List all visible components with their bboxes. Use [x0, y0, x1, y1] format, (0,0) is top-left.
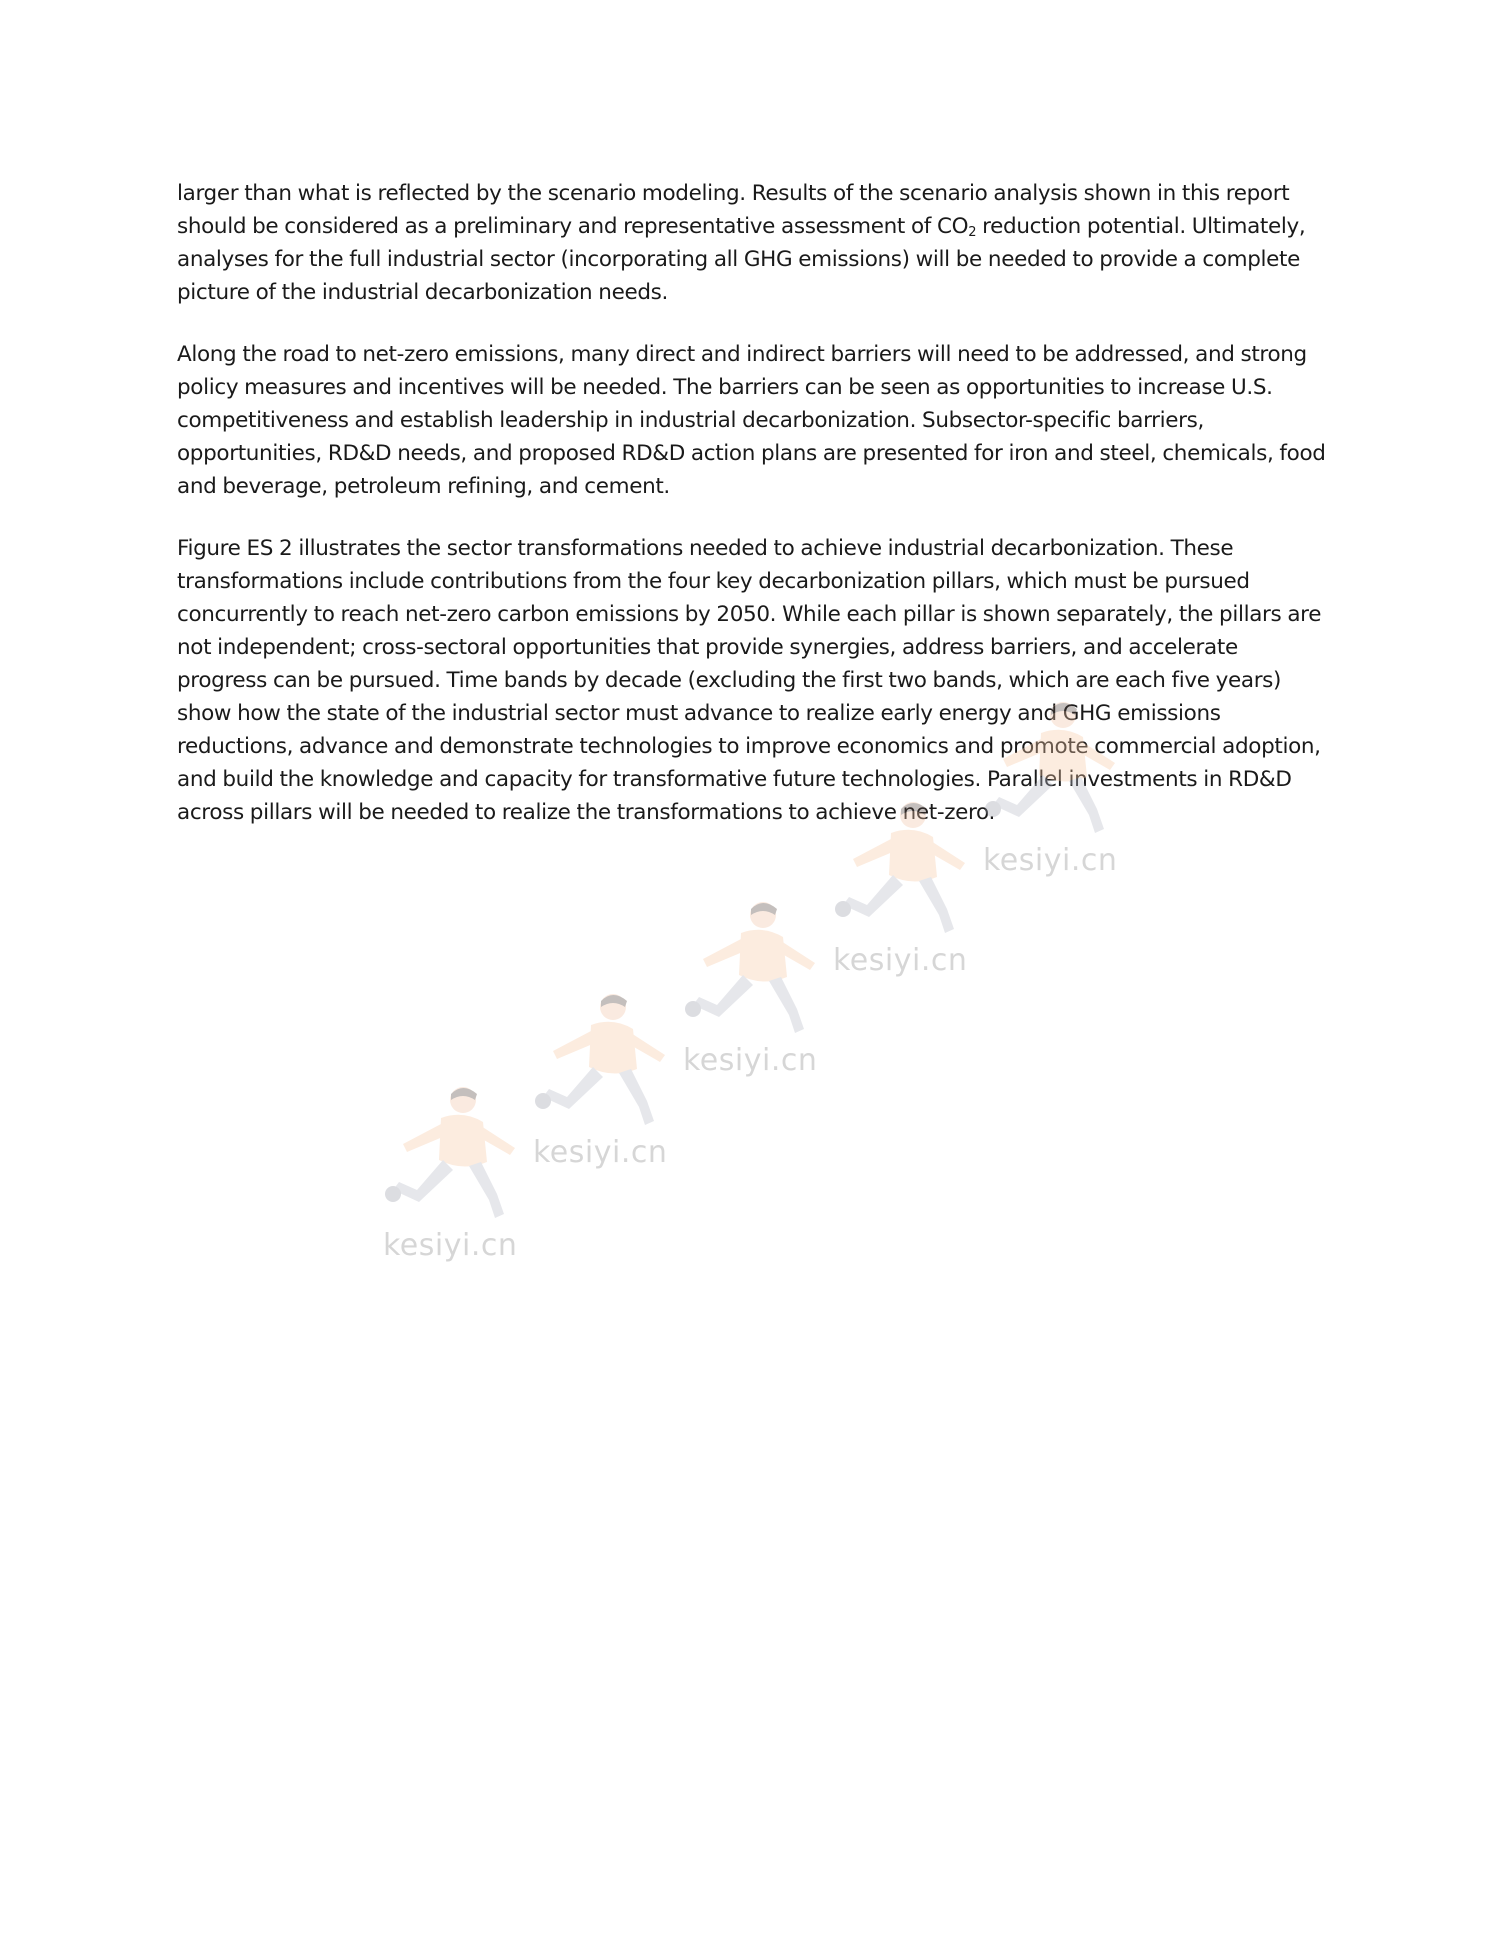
watermark-text: kesiyi.cn [383, 1228, 518, 1263]
paragraph-2: Along the road to net-zero emissions, many direct and indirect barriers will need to be addressed, and strong policy measures and incentives will be needed. The barriers can be seen as opportunities to increase U.S. competitiveness and establish leadership in industrial decarbonization. Subsector-specific barriers, opportunities, RD&D needs, and proposed RD&D action plans are presented for iron and steel, chemicals, food and beverage, petroleum refining, and cement. [177, 342, 1326, 499]
watermark-text: kesiyi.cn [533, 1135, 668, 1170]
watermark [533, 985, 693, 1185]
watermark [383, 1078, 543, 1278]
running-person-icon [383, 1078, 533, 1228]
paragraph-1: larger than what is reflected by the scenario modeling. Results of the scenario analysis shown in this report should be considered as a preliminary and representative assessment of $CO_2$ reduction potential. Ultimately, analyses for the full industrial sector (incorporating all GHG emissions) will be needed to provide a complete picture of the industrial decarbonization needs. [177, 181, 1306, 305]
watermark [683, 893, 843, 1093]
watermark-text: kesiyi.cn [683, 1043, 818, 1078]
running-person-icon [533, 985, 683, 1135]
paragraph-3: Figure ES 2 illustrates the sector transformations needed to achieve industrial decarbonization. These transformations include contributions from the four key decarbonization pillars, which must be pursued concurrently to reach net-zero carbon emissions by 2050. While each pillar is shown separately, the pillars are not independent; cross-sectoral opportunities that provide synergies, address barriers, and accelerate progress can be pursued. Time bands by decade (excluding the first two bands, which are each five years) show how the state of the industrial sector must advance to realize early energy and GHG emissions reductions, advance and demonstrate technologies to improve economics and promote commercial adoption, and build the knowledge and capacity for transformative future technologies. Parallel investments in RD&D across pillars will be needed to realize the transformations to achieve net-zero. [177, 536, 1322, 825]
watermark-text: kesiyi.cn [983, 843, 1118, 878]
subscript: 2 [968, 225, 977, 240]
running-person-icon [683, 893, 833, 1043]
watermark-text: kesiyi.cn [833, 943, 968, 978]
document-body [177, 177, 1327, 858]
